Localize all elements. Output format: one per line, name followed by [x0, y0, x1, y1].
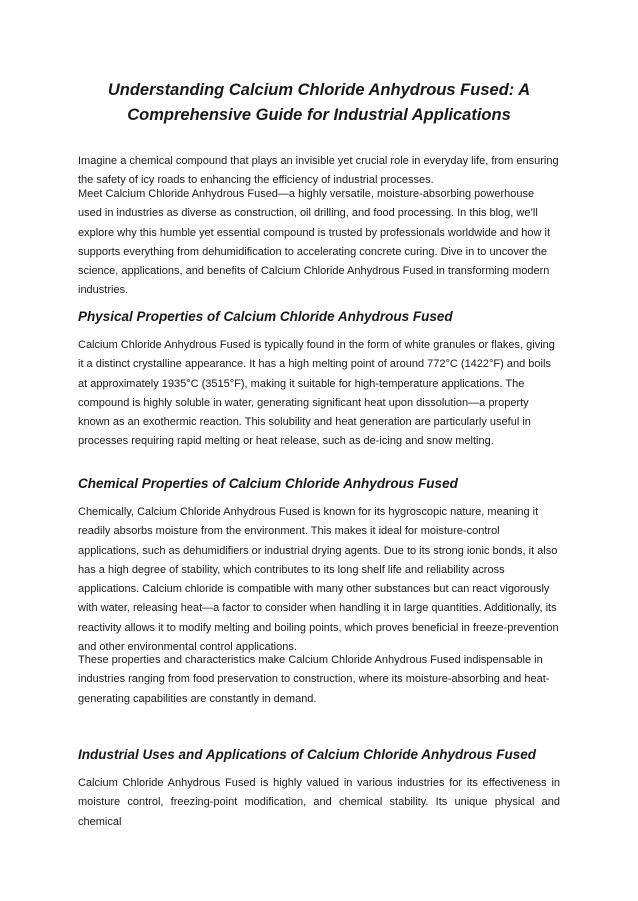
intro-paragraph-1: Imagine a chemical compound that plays an invisible yet crucial role in everyday life, from ensuring the safety of icy roads to enhancing the efficiency of industrial processes. — [78, 155, 559, 187]
chemical-properties-paragraph: Chemically, Calcium Chloride Anhydrous Fused is known for its hygroscopic nature, meaning it readily absorbs moisture from the environment. This makes it ideal for moisture-control applications, such as dehumidifiers or industrial drying agents. Due to its strong ionic bonds, it also has a high degree of stability, which contributes to its long shelf life and reliability across applications. Calcium chloride is compatible with many other substances but can react vigorously with water, releasing heat—a factor to consider when handling it in large quantities. Additionally, its reactivity allows it to modify melting and boiling points, which proves beneficial in freeze-prevention and other environmental control applications. — [78, 506, 559, 654]
section-heading-chemical-properties: Chemical Properties of Calcium Chloride Anhydrous Fused — [78, 476, 458, 491]
intro-paragraph-2: Meet Calcium Chloride Anhydrous Fused—a highly versatile, moisture-absorbing powerhouse used in industries as diverse as construction, oil drilling, and food processing. In this blog, we’ll explore why this humble yet essential compound is trusted by professionals worldwide and how it supports everything from dehumidification to accelerating concrete curing. Dive in to uncover the science, applications, and benefits of Calcium Chloride Anhydrous Fused in transforming modern industries. — [78, 188, 551, 297]
industrial-uses-paragraph: Calcium Chloride Anhydrous Fused is highly valued in various industries for its effectiveness in moisture control, freezing-point modification, and chemical stability. Its unique physical and chemical — [78, 777, 560, 828]
document-title — [78, 78, 560, 128]
section-heading-industrial-uses: Industrial Uses and Applications of Calcium Chloride Anhydrous Fused — [78, 747, 537, 762]
properties-summary-paragraph: These properties and characteristics make Calcium Chloride Anhydrous Fused indispensable in industries ranging from food preservation to construction, where its moisture-absorbing and heat-generating capabilities are constantly in demand. — [78, 654, 550, 705]
document-title-line-1: Understanding Calcium Chloride Anhydrous Fused: A — [107, 81, 531, 99]
document-title-line-2: Comprehensive Guide for Industrial Applications — [127, 106, 511, 124]
physical-properties-paragraph: Calcium Chloride Anhydrous Fused is typically found in the form of white granules or flakes, giving it a distinct crystalline appearance. It has a high melting point of around 772°C (1422°F) and boils at approximately 1935°C (3515°F), making it suitable for high-temperature applications. The compound is highly soluble in water, generating significant heat upon dissolution—a property known as an exothermic reaction. This solubility and heat generation are particularly useful in processes requiring rapid melting or heat release, such as de-icing and snow melting. — [78, 339, 555, 448]
section-heading-physical-properties: Physical Properties of Calcium Chloride Anhydrous Fused — [78, 309, 453, 324]
